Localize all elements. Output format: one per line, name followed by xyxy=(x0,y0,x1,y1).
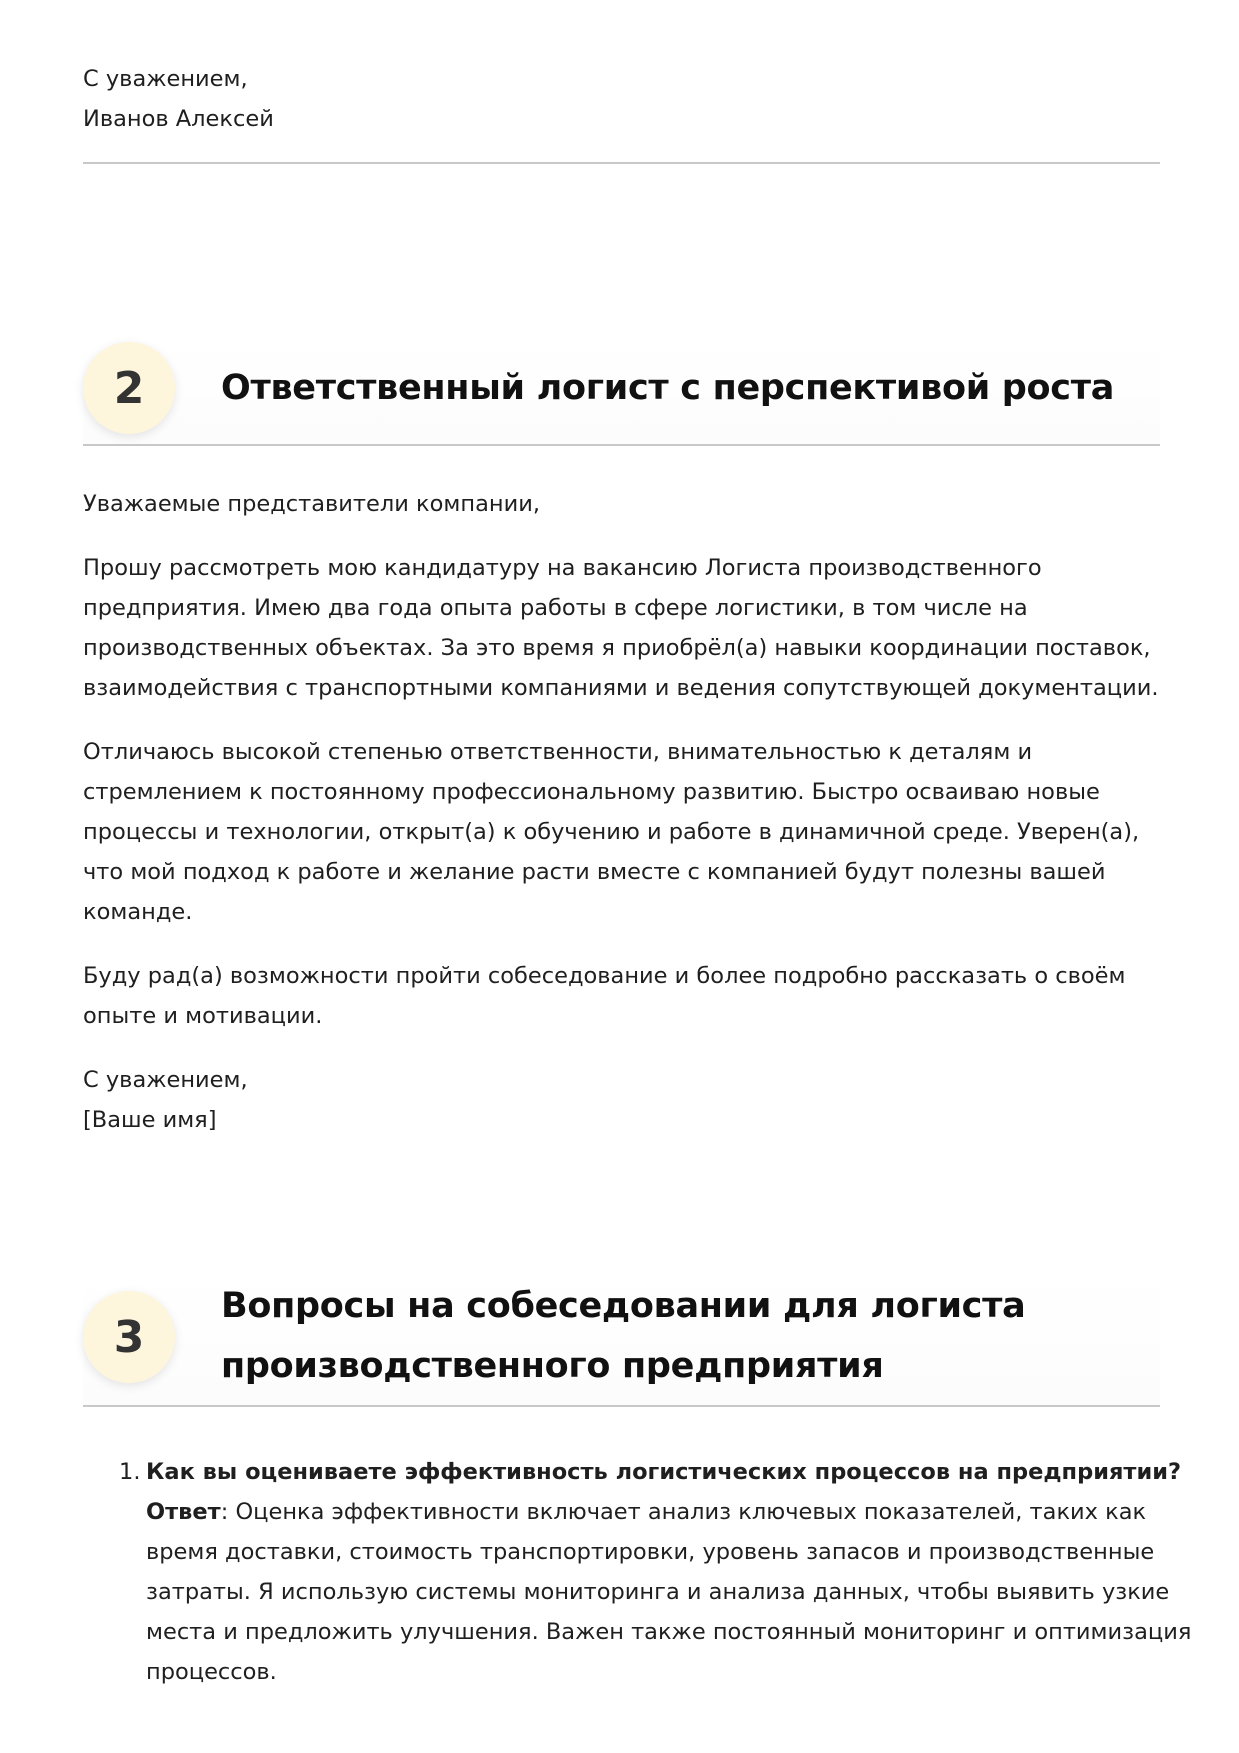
signature-closing: С уважением, xyxy=(83,66,248,92)
section-title-line: производственного предприятия xyxy=(221,1346,884,1386)
divider xyxy=(83,1405,1160,1407)
letter-closing xyxy=(83,1060,1160,1140)
question-text: Как вы оцениваете эффективность логистических процессов на предприятии? xyxy=(146,1459,1182,1485)
divider xyxy=(83,162,1160,164)
list-item-number: 1. xyxy=(119,1459,141,1485)
section-title-line: Вопросы на собеседовании для логиста xyxy=(221,1286,1026,1326)
divider xyxy=(83,444,1160,446)
list-item xyxy=(119,1452,1223,1692)
letter-paragraph: Отличаюсь высокой степенью ответственности, внимательностью к деталям и стремлением к постоянному профессиональному развитию. Быстро осваиваю новые процессы и технологии, открыт(а) к обучению и работе в динамичной среде. Уверен(а), что мой подход к работе и желание расти вместе с компанией будут полезны вашей команде. xyxy=(83,739,1140,925)
letter-paragraph: Буду рад(а) возможности пройти собеседование и более подробно рассказать о своём опыте и мотивации. xyxy=(83,963,1126,1029)
section-title xyxy=(221,1276,1025,1396)
section-number-badge: 2 xyxy=(83,342,175,434)
cover-letter-body xyxy=(83,484,1160,1140)
top-signature xyxy=(83,59,274,139)
closing-text: С уважением, xyxy=(83,1067,248,1093)
answer-text: : Оценка эффективности включает анализ ключевых показателей, таких как время доставки, стоимость транспортировки, уровень запасов и производственные затраты. Я использую системы мониторинга и анализа данных, чтобы выявить узкие места и предложить улучшения. Важен также постоянный мониторинг и оптимизация процессов. xyxy=(146,1499,1192,1685)
signature-name: Иванов Алексей xyxy=(83,106,274,132)
interview-questions-list xyxy=(83,1452,1223,1692)
section-number-badge: 3 xyxy=(83,1291,175,1383)
section-title: Ответственный логист с перспективой роста xyxy=(221,368,1115,408)
letter-greeting: Уважаемые представители компании, xyxy=(83,491,540,517)
signature-placeholder: [Ваше имя] xyxy=(83,1107,217,1133)
answer-label: Ответ xyxy=(146,1499,221,1525)
letter-paragraph: Прошу рассмотреть мою кандидатуру на вакансию Логиста производственного предприятия. Имею два года опыта работы в сфере логистики, в том числе на производственных объектах. За это время я приобрёл(а) навыки координации поставок, взаимодействия с транспортными компаниями и ведения сопутствующей документации. xyxy=(83,555,1159,701)
